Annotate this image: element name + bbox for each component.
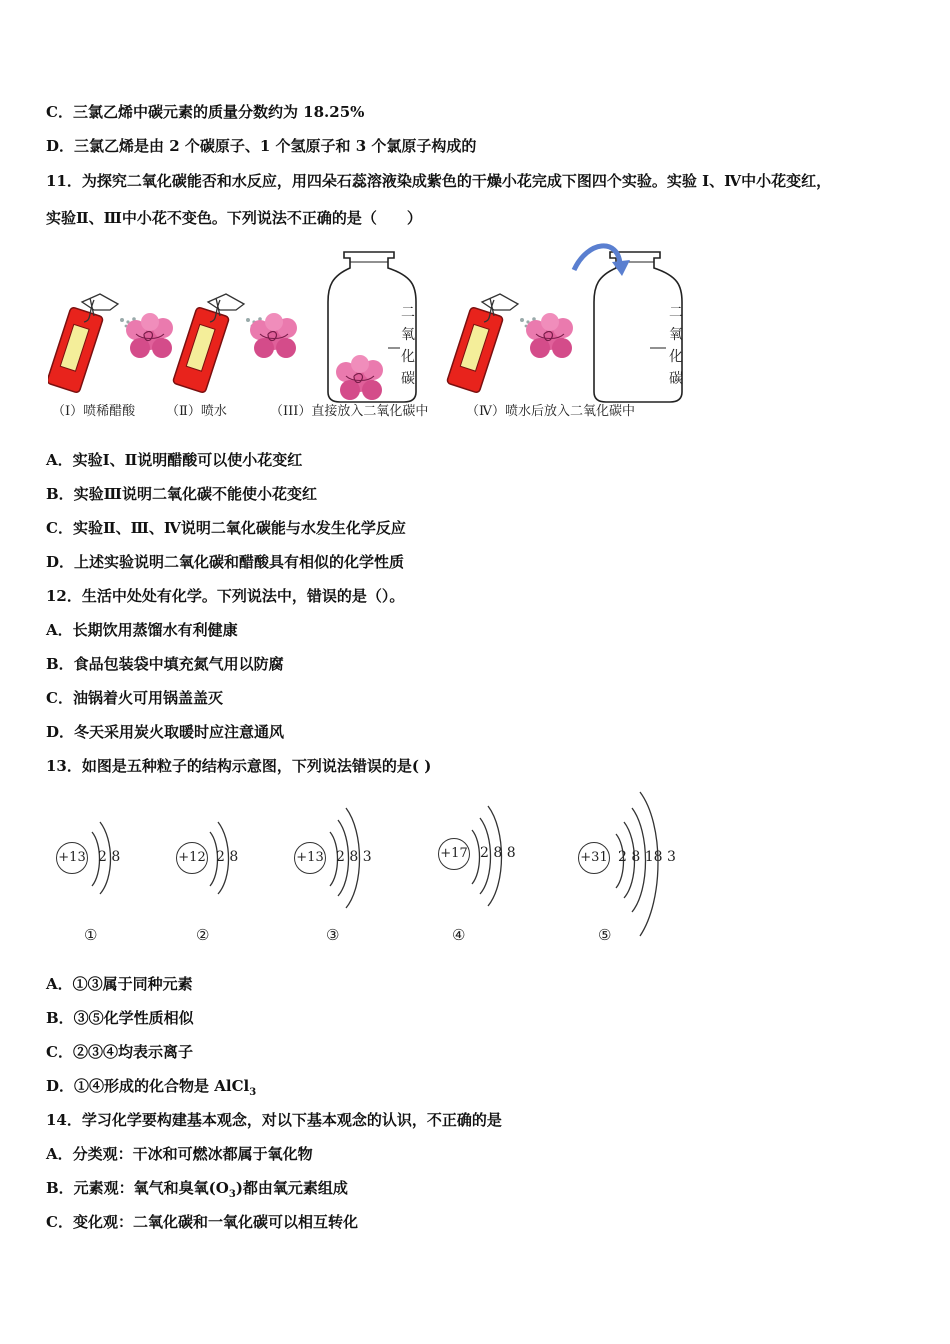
particle-5-shells: 2 8 18 3 — [618, 849, 676, 865]
q11-stem-line2: 实验Ⅱ、Ⅲ中小花不变色。下列说法不正确的是（ ） — [46, 209, 422, 227]
particle-3-shells: 2 8 3 — [336, 849, 372, 865]
q12-option-a: A．长期饮用蒸馏水有利健康 — [46, 621, 238, 639]
experiment-4-sprayer — [446, 294, 518, 393]
q11-option-d: D．上述实验说明二氧化碳和醋酸具有相似的化学性质 — [46, 553, 405, 571]
q13-particle-diagrams — [48, 790, 698, 960]
q13-option-d — [46, 1076, 256, 1103]
caption-experiment-3: （III）直接放入二氧化碳中 — [270, 404, 429, 419]
particle-2-nucleus: +12 — [176, 842, 208, 874]
q14-stem: 14．学习化学要构建基本观念，对以下基本观念的认识，不正确的是 — [46, 1111, 502, 1129]
q11-experiment-figure — [48, 240, 708, 430]
q13-option-c: C．②③④均表示离子 — [46, 1043, 193, 1061]
q11-option-c: C．实验Ⅱ、Ⅲ、Ⅳ说明二氧化碳能与水发生化学反应 — [46, 519, 406, 537]
q12-option-d: D．冬天采用炭火取暖时应注意通风 — [46, 723, 285, 741]
q14-option-a: A．分类观：干冰和可燃冰都属于氧化物 — [46, 1145, 313, 1163]
particle-5-label: ⑤ — [598, 926, 612, 944]
q12-option-b: B．食品包装袋中填充氮气用以防腐 — [46, 655, 284, 673]
q13-option-b: B．③⑤化学性质相似 — [46, 1009, 194, 1027]
q13-option-d-text: D．①④形成的化合物是 AlCl — [46, 1077, 250, 1095]
particle-1-shells: 2 8 — [98, 849, 121, 865]
q14-option-b-text: B．元素观：氧气和臭氧(O — [46, 1179, 229, 1197]
q12-stem: 12．生活中处处有化学。下列说法中，错误的是（）。 — [46, 587, 405, 605]
q14-option-b-suffix: )都由氧元素组成 — [235, 1179, 348, 1197]
q13-stem: 13．如图是五种粒子的结构示意图，下列说法错误的是( ) — [46, 757, 432, 775]
experiment-1-sprayer — [48, 294, 118, 393]
particle-2-label: ② — [196, 926, 210, 944]
q13-option-a: A．①③属于同种元素 — [46, 975, 193, 993]
particle-3-nucleus: +13 — [294, 842, 326, 874]
particle-4-label: ④ — [452, 926, 466, 944]
particle-5-nucleus: +31 — [578, 842, 610, 874]
q13-option-d-subscript: 3 — [249, 1087, 257, 1098]
particle-4-nucleus: +17 — [438, 838, 470, 870]
jar3-label: 二氧化碳 — [401, 305, 415, 387]
caption-experiment-1: （I）喷稀醋酸 — [52, 404, 136, 419]
q10-option-c: C．三氯乙烯中碳元素的质量分数约为 18.25% — [46, 103, 365, 121]
q12-option-c: C．油锅着火可用锅盖盖灭 — [46, 689, 223, 707]
q10-option-d: D．三氯乙烯是由 2 个碳原子、1 个氢原子和 3 个氯原子构成的 — [46, 137, 477, 155]
q11-stem-line1: 11．为探究二氧化碳能否和水反应，用四朵石蕊溶液染成紫色的干燥小花完成下图四个实验。实验 I、Ⅳ中小花变红， — [46, 172, 832, 190]
particle-1-nucleus: +13 — [56, 842, 88, 874]
q11-option-b: B．实验Ⅲ说明二氧化碳不能使小花变红 — [46, 485, 317, 503]
q14-option-c: C．变化观：二氧化碳和一氧化碳可以相互转化 — [46, 1213, 358, 1231]
q14-option-b-subscript: 3 — [228, 1189, 236, 1200]
caption-experiment-4: （Ⅳ）喷水后放入二氧化碳中 — [466, 404, 635, 419]
experiment-2-sprayer — [172, 294, 244, 393]
jar4-label: 二氧化碳 — [669, 305, 683, 387]
particle-1-label: ① — [84, 926, 98, 944]
caption-experiment-2: （Ⅱ）喷水 — [166, 404, 227, 419]
particle-4-shells: 2 8 8 — [480, 845, 516, 861]
q14-option-b — [46, 1178, 348, 1205]
particle-2-shells: 2 8 — [216, 849, 239, 865]
particle-3-label: ③ — [326, 926, 340, 944]
q11-option-a: A．实验Ⅰ、Ⅱ说明醋酸可以使小花变红 — [46, 451, 303, 469]
experiment-2-flower — [250, 313, 297, 358]
